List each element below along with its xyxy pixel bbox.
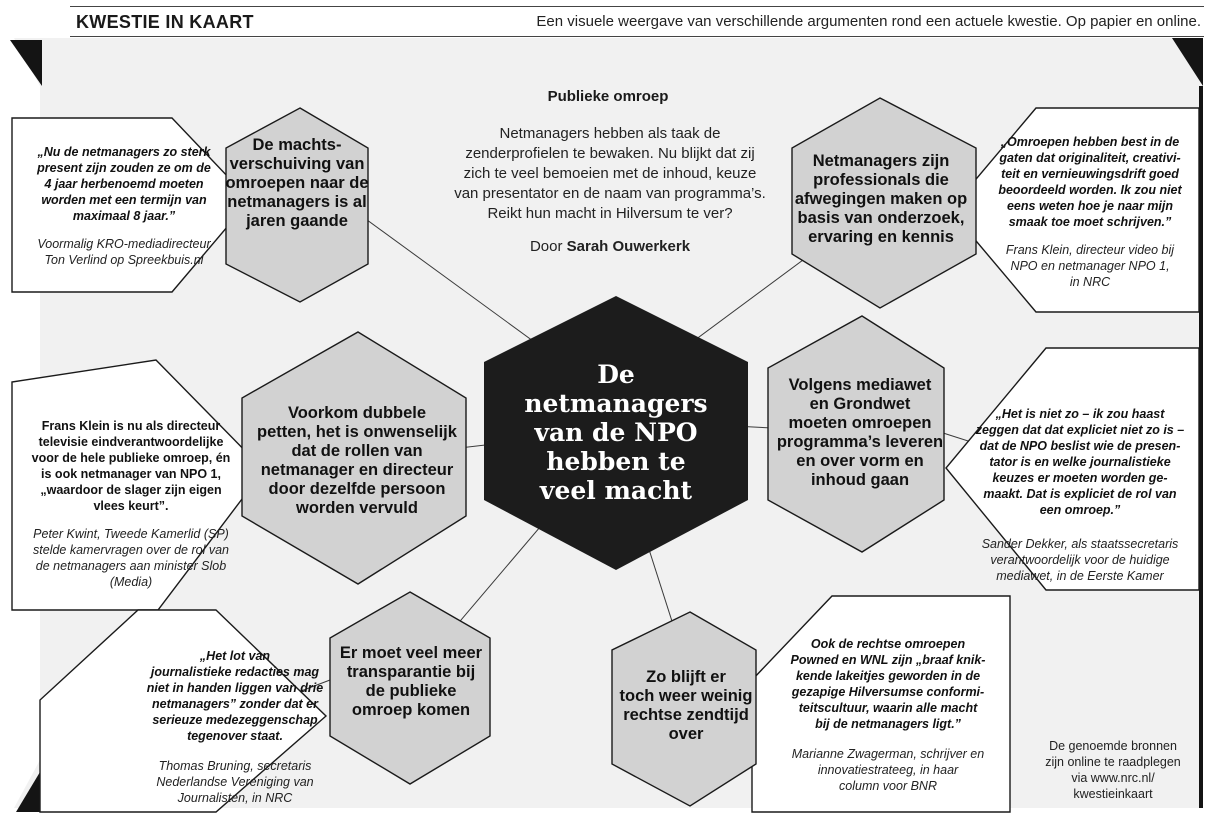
center-line: hebben te <box>546 447 686 476</box>
argument-line: netmanager en directeur <box>260 461 454 479</box>
argument-line: verschuiving van <box>229 155 365 173</box>
footnote-line: De genoemde bronnen <box>1049 739 1177 753</box>
argument-line: basis van onderzoek, <box>797 209 965 227</box>
intro-line: Reikt hun macht in Hilversum te ver? <box>487 205 733 222</box>
argument-line: omroepen naar de <box>225 174 369 192</box>
center-line: van de NPO <box>534 418 698 447</box>
quote-source <box>130 758 340 806</box>
quote-line: 4 jaar herbenoemd moeten <box>44 177 204 191</box>
argument-line: transparantie bij <box>346 663 476 681</box>
quote-line: maakt. Dat is expliciet de rol van <box>983 487 1177 501</box>
argument-line: Voorkom dubbele <box>287 404 427 422</box>
quote-verlind <box>24 144 224 268</box>
quote-source <box>24 236 224 268</box>
quote-line: televisie eindverantwoordelijke <box>38 435 224 449</box>
quote-line: tegenover staat. <box>187 729 283 743</box>
source-line: Voormalig KRO-mediadirecteur <box>37 237 211 251</box>
quote-line: is ook netmanager van NPO 1, <box>41 467 221 481</box>
argument-line: afwegingen maken op <box>794 190 968 208</box>
byline-prefix: Door <box>529 238 567 255</box>
quote-line: tator is en welke journalistieke <box>989 455 1171 469</box>
quote-line: worden met een termijn van <box>41 193 207 207</box>
quote-text <box>18 418 244 514</box>
quote-line: gaten dat originaliteit, creativi- <box>999 151 1181 165</box>
quote-line: „Omroepen hebben best in de <box>1000 135 1180 149</box>
quote-line: bij de netmanagers ligt.” <box>815 717 961 731</box>
byline <box>470 238 750 255</box>
source-line: Marianne Zwagerman, schrijver en <box>791 747 985 761</box>
source-line: Nederlandse Vereniging van <box>156 775 314 789</box>
quote-line: kende lakeitjes geworden in de <box>795 669 981 683</box>
argument-line: ervaring en kennis <box>808 228 954 246</box>
quote-line: niet in handen liggen van drie <box>146 681 324 695</box>
quote-line: serieuze medezeggenschap <box>152 713 318 727</box>
argument-machtsverschuiving <box>218 136 376 231</box>
argument-line: omroep komen <box>351 701 471 719</box>
quote-text <box>770 636 1006 732</box>
argument-line: jaren gaande <box>246 212 348 230</box>
quote-source <box>984 242 1196 290</box>
quote-line: teitscultuur, waarin alle macht <box>798 701 978 715</box>
quote-line: teit en vernieuwingsdrift goed <box>1001 167 1179 181</box>
byline-author: Sarah Ouwerkerk <box>566 238 691 255</box>
quote-source <box>966 536 1194 584</box>
source-line: innovatiestrateeg, in haar <box>817 763 959 777</box>
argument-line: Volgens mediawet <box>788 376 932 394</box>
argument-line: dat de rollen van <box>291 442 423 460</box>
frame-bottom-wedge <box>16 772 40 812</box>
quote-line: „Nu de netmanagers zo sterk <box>37 145 211 159</box>
source-line: Ton Verlind op Spreekbuis.nl <box>44 253 204 267</box>
intro-line: zenderprofielen te bewaken. Nu blijkt dat zij <box>465 145 755 162</box>
source-line: mediawet, in de Eerste Kamer <box>996 569 1164 583</box>
argument-transparantie <box>334 644 488 720</box>
source-line: Thomas Bruning, secretaris <box>158 759 312 773</box>
quote-line: eens weten hoe je naar mijn <box>1006 199 1174 213</box>
argument-line: de publieke <box>365 682 457 700</box>
argument-line: inhoud gaan <box>810 471 910 489</box>
intro-line: Netmanagers hebben als taak de <box>499 125 721 142</box>
source-line: Frans Klein, directeur video bij <box>1005 243 1175 257</box>
source-line: NPO en netmanager NPO 1, <box>1010 259 1170 273</box>
source-line: in NRC <box>1069 275 1111 289</box>
quote-line: „waardoor de slager zijn eigen <box>40 483 222 497</box>
source-line: de netmanagers aan minister Slob <box>35 559 227 573</box>
quote-line: gezapige Hilversumse conformi- <box>791 685 985 699</box>
center-statement <box>500 360 732 505</box>
quote-line: voor de hele publieke omroep, én <box>31 451 231 465</box>
quote-text <box>24 144 224 224</box>
quote-line: een omroep.” <box>1039 503 1121 517</box>
quote-zwagerman <box>770 636 1006 794</box>
quote-line: Frans Klein is nu als directeur <box>41 419 221 433</box>
sources-footnote <box>1030 738 1196 802</box>
footnote-line: zijn online te raadplegen <box>1045 755 1181 769</box>
quote-source <box>18 526 244 590</box>
quote-line: netmanagers” zonder dat er <box>151 697 318 711</box>
argument-line: door dezelfde persoon <box>268 480 446 498</box>
footnote-line: kwestieinkaart <box>1073 787 1153 801</box>
argument-line: programma’s leveren <box>776 433 944 451</box>
quote-dekker <box>966 406 1194 584</box>
intro-line: zich te veel bemoeien met de inhoud, keuze <box>463 165 757 182</box>
footnote-line: via www.nrc.nl/ <box>1071 771 1155 785</box>
argument-line: rechtse zendtijd <box>623 706 749 724</box>
intro-heading: Publieke omroep <box>547 88 669 105</box>
quote-line: keuzes er moeten worden ge- <box>992 471 1168 485</box>
quote-line: maximaal 8 jaar.” <box>72 209 176 223</box>
center-line: netmanagers <box>524 389 708 418</box>
argument-dubbele-petten <box>244 404 470 518</box>
section-subtitle: Een visuele weergave van verschillende argumenten rond een actuele kwestie. Op papier en online. <box>536 13 1201 30</box>
center-line: De <box>597 360 635 389</box>
source-line: Peter Kwint, Tweede Kamerlid (SP) <box>33 527 229 541</box>
argument-line: netmanagers is al <box>227 193 367 211</box>
quote-line: vlees keurt”. <box>93 499 169 513</box>
argument-line: over <box>668 725 704 743</box>
quote-klein <box>984 134 1196 290</box>
quote-line: Powned en WNL zijn „braaf knik- <box>790 653 986 667</box>
quote-kwint <box>18 418 244 590</box>
source-line: column voor BNR <box>839 779 937 793</box>
quote-line: journalistieke redacties mag <box>150 665 320 679</box>
intro-text <box>420 124 800 224</box>
quote-line: zeggen dat dat expliciet niet zo is – <box>975 423 1185 437</box>
quote-line: beoordeeld worden. Ik zou niet <box>998 183 1182 197</box>
quote-line: smaak toe moet schrijven.” <box>1008 215 1172 229</box>
source-line: (Media) <box>109 575 153 589</box>
quote-line: dat de NPO beslist wie de presen- <box>979 439 1181 453</box>
intro-line: van presentator en de naam van programma’s. <box>454 185 766 202</box>
argument-line: moeten omroepen <box>788 414 932 432</box>
argument-professionals <box>786 152 976 247</box>
argument-zendtijd <box>614 668 758 744</box>
quote-line: „Het lot van <box>199 649 271 663</box>
argument-line: en over vorm en <box>796 452 924 470</box>
quote-text <box>966 406 1194 518</box>
quote-line: Ook de rechtse omroepen <box>810 637 966 651</box>
source-line: Journalisten, in NRC <box>177 791 293 805</box>
frame-left-wedge <box>10 40 42 86</box>
quote-line: „Het is niet zo – ik zou haast <box>995 407 1165 421</box>
argument-line: Netmanagers zijn <box>812 152 950 170</box>
argument-line: Er moet veel meer <box>339 644 483 662</box>
argument-line: worden vervuld <box>296 499 418 517</box>
argument-line: professionals die <box>813 171 949 189</box>
argument-line: Zo blijft er <box>646 668 726 686</box>
section-title: KWESTIE IN KAART <box>76 12 254 32</box>
argument-line: en Grondwet <box>809 395 911 413</box>
argument-line: toch weer weinig <box>619 687 753 705</box>
source-line: Sander Dekker, als staatssecretaris <box>981 537 1179 551</box>
source-line: verantwoordelijk voor de huidige <box>990 553 1170 567</box>
argument-line: petten, het is onwenselijk <box>257 423 457 441</box>
source-line: stelde kamervragen over de rol van <box>33 543 229 557</box>
quote-bruning <box>130 648 340 806</box>
argument-line: De machts- <box>252 136 342 154</box>
argument-mediawet <box>772 376 948 490</box>
center-line: veel macht <box>539 476 693 505</box>
quote-source <box>770 746 1006 794</box>
quote-text <box>130 648 340 744</box>
quote-line: present zijn zouden ze om de <box>37 161 211 175</box>
quote-text <box>984 134 1196 230</box>
